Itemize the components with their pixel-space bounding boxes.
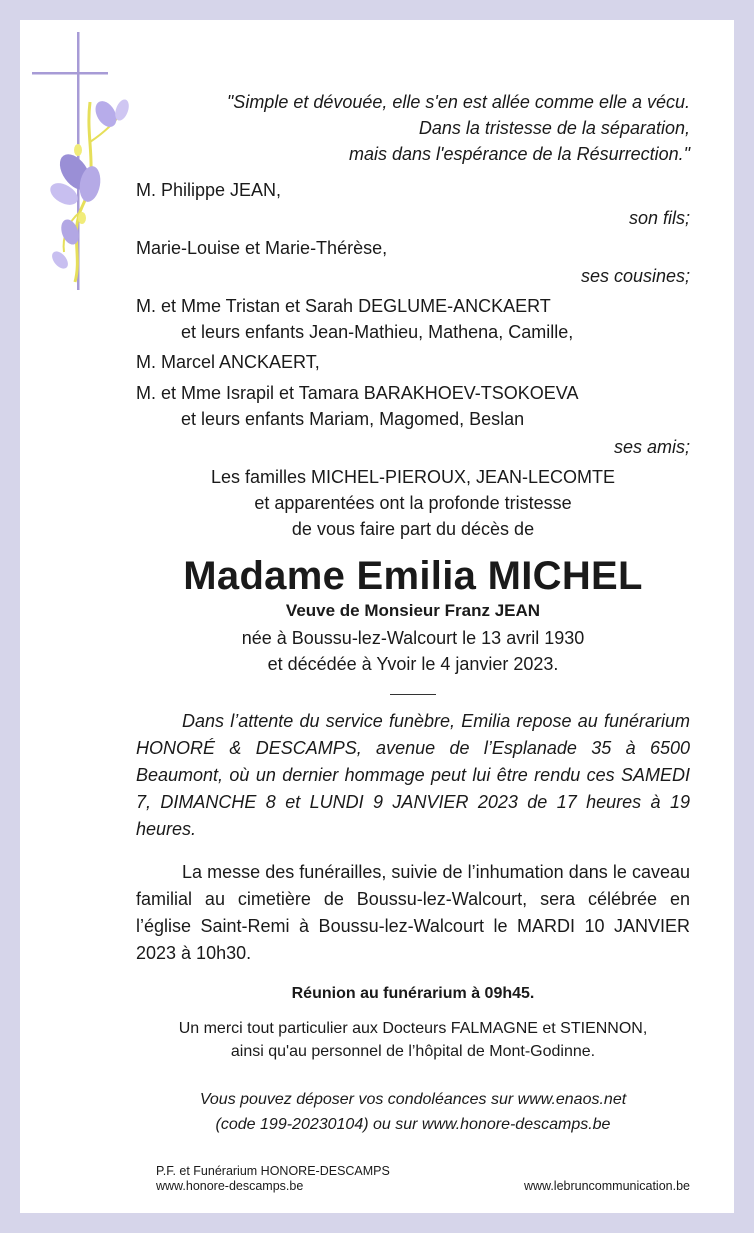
quote-line-1: "Simple et dévouée, elle s'en est allée comme elle a vécu. (226, 92, 690, 112)
thanks-line-2: ainsi qu'au personnel de l’hôpital de Mont-Godinne. (230, 1043, 596, 1060)
deceased-name: Madame Emilia MICHEL (183, 554, 643, 598)
friends-relation: ses amis; (613, 437, 690, 457)
birth-info: née à Boussu-lez-Walcourt le 13 avril 1930 (241, 628, 585, 648)
friend-3: M. et Mme Israpil et Tamara BARAKHOEV-TSOKOEVA (136, 383, 579, 403)
condolences-line-2: (code 199-20230104) ou sur www.honore-descamps.be (215, 1116, 611, 1133)
widow-of: Veuve de Monsieur Franz JEAN (285, 601, 541, 620)
divider (390, 694, 436, 695)
footer-company-site: www.honore-descamps.be (156, 1179, 304, 1193)
quote-line-3: mais dans l'espérance de la Résurrection." (349, 144, 690, 164)
footer-company: P.F. et Funérarium HONORE-DESCAMPS (156, 1164, 390, 1178)
obituary-card (20, 20, 734, 1213)
funeral-text: La messe des funérailles, suivie de l’inhumation dans le caveau familial au cimetière de Boussu-lez-Walcourt, sera célébrée en l’église Saint-Remi à Boussu-lez-Walcourt le MARDI 10 JANVIER 2023 à 10h30. (136, 862, 690, 963)
friend-1: M. et Mme Tristan et Sarah DEGLUME-ANCKAERT (136, 296, 551, 316)
friend-3-children: et leurs enfants Mariam, Magomed, Beslan (181, 409, 525, 429)
son-name: M. Philippe JEAN, (136, 180, 282, 200)
cousins-name: Marie-Louise et Marie-Thérèse, (136, 238, 388, 258)
cross-with-flower-icon (30, 32, 140, 302)
visitation-text: Dans l’attente du service funèbre, Emilia repose au funérarium HONORÉ & DESCAMPS, avenue de l’Esplanade 35 à 6500 Beaumont, où un dernier hommage peut lui être rendu ces SAMEDI 7, DIMANCHE 8 et LUNDI 9 JANVIER 2023 de 17 heures à 19 heures. (136, 711, 690, 839)
quote-line-2: Dans la tristesse de la séparation, (418, 118, 690, 138)
cousins-relation: ses cousines; (580, 266, 690, 286)
son-relation: son fils; (628, 208, 690, 228)
funeral-paragraph (136, 859, 690, 967)
thanks-line-1: Un merci tout particulier aux Docteurs FALMAGNE et STIENNON, (178, 1020, 648, 1037)
friend-1-children: et leurs enfants Jean-Mathieu, Mathena, Camille, (181, 322, 574, 342)
footer-printer-site: www.lebruncommunication.be (523, 1179, 690, 1193)
condolences-line-1: Vous pouvez déposer vos condoléances sur www.enaos.net (199, 1091, 627, 1108)
friend-2: M. Marcel ANCKAERT, (136, 352, 320, 372)
visitation-paragraph (136, 708, 690, 843)
announce-line-1: Les familles MICHEL-PIEROUX, JEAN-LECOMTE (210, 467, 616, 487)
announce-line-3: de vous faire part du décès de (291, 519, 535, 539)
reunion-info: Réunion au funérarium à 09h45. (291, 985, 535, 1002)
death-info: et décédée à Yvoir le 4 janvier 2023. (267, 654, 559, 674)
announce-line-2: et apparentées ont la profonde tristesse (254, 493, 572, 513)
